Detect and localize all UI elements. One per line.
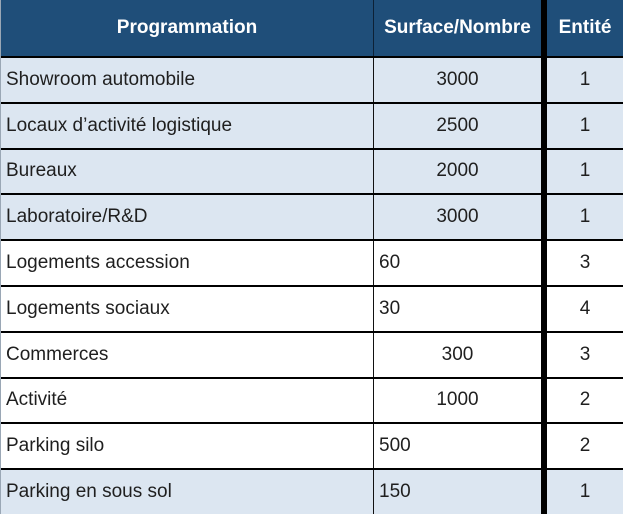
entite-cell: 4 [579, 297, 591, 319]
entite-cell: 1 [579, 206, 591, 228]
entite-cell: 1 [579, 481, 591, 503]
programmation-cell: Commerces [1, 333, 374, 377]
surface-nombre-cell: 3000 [436, 68, 479, 90]
header-surface-nombre: Surface/Nombre [384, 17, 531, 38]
entite-cell: 1 [579, 68, 591, 90]
table-row [1, 195, 623, 241]
surface-nombre-cell: 30 [379, 297, 401, 319]
entite-cell: 1 [579, 160, 591, 182]
surface-nombre-cell: 2500 [436, 114, 479, 136]
entite-cell: 3 [579, 343, 591, 365]
entite-cell: 1 [579, 114, 591, 136]
programmation-cell: Logements accession [1, 241, 374, 285]
programmation-cell: Locaux d’activité logistique [1, 104, 374, 148]
header-programmation: Programmation [1, 0, 374, 56]
entite-cell: 3 [579, 252, 591, 274]
table-row [1, 104, 623, 150]
surface-nombre-cell: 150 [379, 481, 411, 503]
surface-nombre-cell: 2000 [436, 160, 479, 182]
programmation-cell: Bureaux [1, 150, 374, 194]
programmation-cell: Parking silo [1, 424, 374, 468]
surface-nombre-cell: 60 [379, 252, 401, 274]
surface-nombre-cell: 300 [441, 343, 474, 365]
table-row [1, 333, 623, 379]
table-row [1, 424, 623, 470]
table-row [1, 150, 623, 196]
table-header-row [1, 0, 623, 58]
entite-cell: 2 [579, 389, 591, 411]
table-row [1, 470, 623, 514]
entite-cell: 2 [579, 435, 591, 457]
surface-nombre-cell: 3000 [436, 206, 479, 228]
table-row [1, 58, 623, 104]
programmation-cell: Laboratoire/R&D [1, 195, 374, 239]
programmation-cell: Logements sociaux [1, 287, 374, 331]
table-row [1, 287, 623, 333]
header-entite: Entité [558, 17, 612, 38]
surface-nombre-cell: 1000 [436, 389, 479, 411]
programmation-cell: Activité [1, 379, 374, 423]
table-row [1, 379, 623, 425]
programmation-cell: Parking en sous sol [1, 470, 374, 514]
programmation-cell: Showroom automobile [1, 58, 374, 102]
table-row [1, 241, 623, 287]
surface-nombre-cell: 500 [379, 435, 411, 457]
